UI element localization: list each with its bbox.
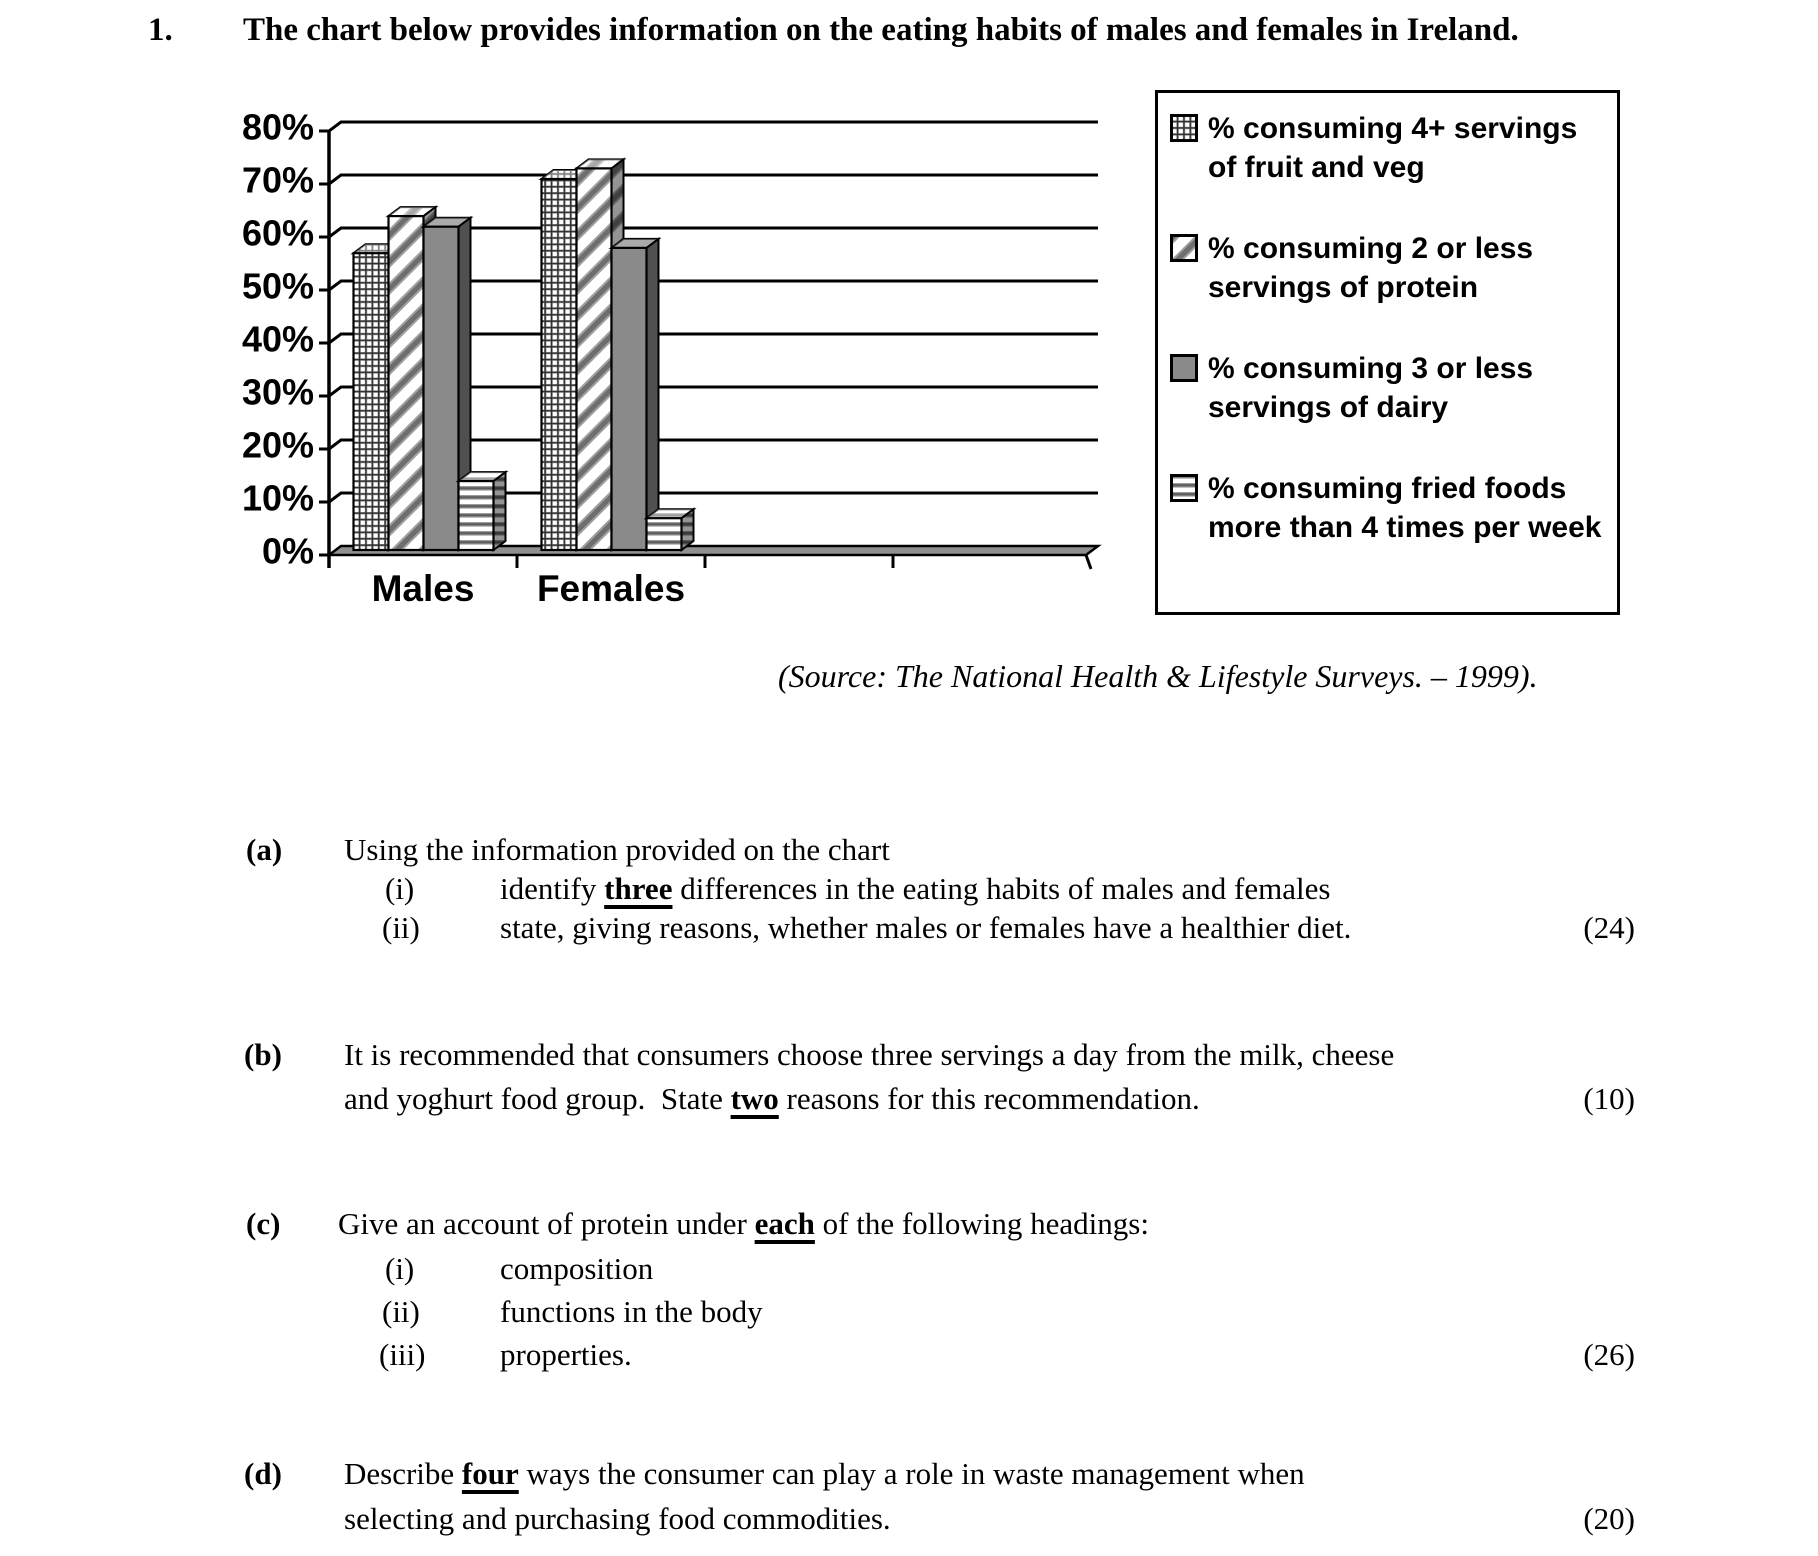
bar-females-series-2 [612, 248, 647, 550]
text-segment: of the following headings: [814, 1206, 1149, 1241]
question-d-marks: (20) [1583, 1501, 1635, 1536]
question-d-line1 [344, 1456, 1305, 1492]
bar-males-series-3 [459, 481, 494, 550]
legend-swatch-rect [1172, 116, 1197, 141]
y-axis-label: 50% [241, 265, 314, 307]
x-axis-end-tick [1086, 555, 1091, 569]
question-a-i-text [500, 871, 1330, 907]
legend-swatch-rect [1172, 356, 1197, 381]
text-segment: differences in the eating habits of males and females [672, 871, 1331, 906]
emphasized-word: each [754, 1206, 815, 1241]
text-segment: identify [500, 871, 605, 906]
text-segment: ways the consumer can play a role in waste management when [518, 1456, 1305, 1491]
legend-swatch-rect [1172, 236, 1197, 261]
emphasized-word: three [604, 871, 673, 906]
emphasized-word: four [461, 1456, 519, 1491]
question-a-marks: (24) [1583, 910, 1635, 945]
bar-females-series-1 [577, 168, 612, 550]
chart-plot-area [242, 107, 1098, 610]
question-c-ii-label: (ii) [382, 1294, 420, 1329]
y-axis-label: 60% [241, 212, 314, 254]
question-c-label: (c) [246, 1206, 281, 1241]
x-axis-category-label: Females [536, 568, 686, 609]
y-axis-label: 80% [241, 106, 314, 148]
question-a-ii-label: (ii) [382, 910, 420, 945]
question-b-line2 [344, 1081, 1200, 1117]
bar-males-series-1 [389, 216, 424, 550]
gridline [329, 122, 1098, 131]
question-c-marks: (26) [1583, 1337, 1635, 1372]
legend-swatch-rect [1172, 476, 1197, 501]
question-b-marks: (10) [1583, 1081, 1635, 1116]
legend-swatch-hstripes-icon [1170, 474, 1198, 502]
question-d-line2: selecting and purchasing food commodities. [344, 1501, 891, 1536]
bar-males-series-2 [424, 227, 459, 550]
legend-item [1170, 229, 1609, 307]
legend-swatch-grid-icon [1170, 114, 1198, 142]
bar-side-shadow [494, 472, 506, 550]
y-axis-label: 0% [261, 530, 314, 572]
bar-females-series-3 [647, 518, 682, 550]
question-c-i-label: (i) [385, 1251, 415, 1286]
question-b-label: (b) [244, 1037, 282, 1072]
y-axis-label: 30% [241, 371, 314, 413]
legend-item [1170, 469, 1609, 547]
legend-item [1170, 109, 1609, 187]
y-axis-label: 20% [241, 424, 314, 466]
y-axis-label: 10% [241, 477, 314, 519]
question-c-intro [338, 1206, 1149, 1242]
text-segment: Give an account of protein under [338, 1206, 755, 1241]
question-a-intro: Using the information provided on the chart [344, 832, 890, 867]
x-axis-category-label: Males [371, 568, 475, 609]
question-a-i-label: (i) [385, 871, 415, 906]
bar-side-shadow [647, 239, 659, 550]
bar-males-series-0 [354, 253, 389, 550]
question-number: 1. [148, 12, 173, 48]
bar-chart [195, 85, 1155, 625]
question-c-i-text: composition [500, 1251, 654, 1286]
legend-items [1170, 109, 1609, 547]
question-a-label: (a) [246, 832, 283, 867]
question-d-label: (d) [244, 1456, 282, 1491]
bar-females-series-0 [542, 179, 577, 550]
question-c-iii-text: properties. [500, 1337, 632, 1372]
legend-item [1170, 349, 1609, 427]
emphasized-word: two [730, 1081, 779, 1116]
legend-swatch-solid-icon [1170, 354, 1198, 382]
gridline [329, 175, 1098, 184]
question-a-ii-text: state, giving reasons, whether males or females have a healthier diet. [500, 910, 1352, 945]
chart-legend [1155, 90, 1620, 615]
question-c-iii-label: (iii) [379, 1337, 426, 1372]
legend-label: % consuming fried foods more than 4 times per week [1208, 472, 1602, 544]
legend-swatch-diagonal-icon [1170, 234, 1198, 262]
question-c-ii-text: functions in the body [500, 1294, 763, 1329]
legend-label: % consuming 3 or less servings of dairy [1208, 352, 1534, 424]
text-segment: reasons for this recommendation. [778, 1081, 1200, 1116]
legend-label: % consuming 4+ servings of fruit and veg [1208, 112, 1578, 184]
y-axis-label: 40% [241, 318, 314, 360]
text-segment: Describe [344, 1456, 462, 1491]
chart-source-citation: (Source: The National Health & Lifestyle Surveys. – 1999). [778, 658, 1538, 694]
page-title: The chart below provides information on the eating habits of males and females in Ireland. [243, 12, 1519, 48]
legend-label: % consuming 2 or less servings of protein [1208, 232, 1534, 304]
y-axis-label: 70% [241, 159, 314, 201]
text-segment: and yoghurt food group. State [344, 1081, 731, 1116]
question-b-line1: It is recommended that consumers choose three servings a day from the milk, cheese [344, 1037, 1395, 1072]
